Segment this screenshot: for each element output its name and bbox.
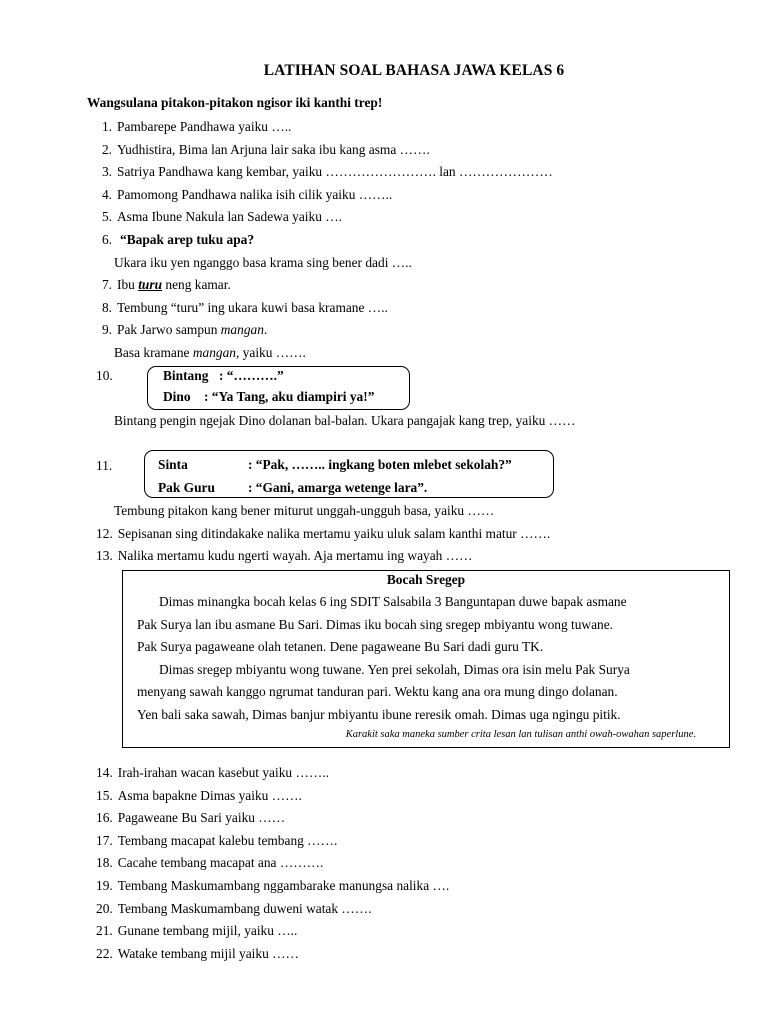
instruction: Wangsulana pitakon-pitakon ngisor iki kanthi trep!	[87, 95, 383, 110]
question-number: 6.	[101, 232, 112, 247]
question-number: 20.	[96, 901, 113, 916]
question-text: Ibu	[117, 277, 139, 292]
question-text: Sepisanan sing ditindakake nalika mertamu yaiku uluk salam kanthi matur …….	[117, 526, 551, 541]
question-number: 16.	[96, 810, 113, 825]
question-text: “Bapak arep tuku apa?	[120, 232, 255, 247]
question-18	[96, 855, 323, 871]
highlighted-word: turu	[138, 277, 163, 292]
question-number: 2.	[101, 142, 112, 157]
question-number: 3.	[101, 164, 112, 179]
question-6	[96, 232, 254, 248]
question-21	[96, 923, 297, 939]
question-13	[96, 548, 473, 564]
page-title: LATIHAN SOAL BAHASA JAWA KELAS 6	[263, 62, 565, 79]
question-9	[96, 322, 267, 338]
passage-line: menyang sawah kanggo ngrumat tanduran pari. Wektu kang ana ora mung dingo dolanan.	[137, 684, 618, 699]
question-11	[96, 458, 117, 474]
question-text: Pagaweane Bu Sari yaiku ……	[117, 810, 286, 825]
continuation-text-end: , yaiku …….	[235, 345, 306, 360]
question-14	[96, 765, 329, 781]
question-12	[96, 526, 550, 542]
question-number: 8.	[101, 300, 112, 315]
question-number: 10.	[96, 368, 113, 383]
dialogue-speaker: Sinta	[158, 457, 188, 472]
question-number: 15.	[96, 788, 113, 803]
passage-line: Yen bali saka sawah, Dimas banjur mbiyantu ibune reresik omah. Dimas uga ngingu pitik.	[137, 707, 621, 722]
question-number: 1.	[101, 119, 112, 134]
question-number: 5.	[101, 209, 112, 224]
question-number: 22.	[96, 946, 113, 961]
question-9-continuation	[114, 345, 306, 361]
question-number: 21.	[96, 923, 113, 938]
question-number: 7.	[101, 277, 112, 292]
question-text: Cacahe tembang macapat ana ……….	[117, 855, 324, 870]
question-text: Pambarepe Pandhawa yaiku …..	[117, 119, 292, 134]
question-text: Pak Jarwo sampun	[117, 322, 221, 337]
dialogue-line: : “……….”	[219, 368, 284, 383]
source-note-text: Karakit saka maneka sumber crita lesan lan tulisan anthi owah-owahan saperlune	[345, 729, 694, 740]
dialogue-speaker: Dino	[163, 389, 191, 404]
question-text: Watake tembang mijil yaiku ……	[117, 946, 299, 961]
question-text: Nalika mertamu kudu ngerti wayah. Aja mertamu ing wayah ……	[117, 548, 473, 563]
dialogue-box-11	[144, 450, 554, 498]
question-number: 13.	[96, 548, 113, 563]
question-text-end: neng kamar.	[162, 277, 231, 292]
italic-word: mangan	[220, 322, 264, 337]
dialogue-line: : “Pak, …….. ingkang boten mlebet sekolah?”	[248, 457, 512, 472]
passage-line: Dimas minangka bocah kelas 6 ing SDIT Salsabila 3 Banguntapan duwe bapak asmane	[159, 594, 627, 609]
source-note-end: .	[693, 729, 696, 740]
question-text: Pamomong Pandhawa nalika isih cilik yaiku ……..	[117, 187, 393, 202]
question-text: Asma bapakne Dimas yaiku …….	[117, 788, 302, 803]
question-text: Asma Ibune Nakula lan Sadewa yaiku ….	[117, 209, 342, 224]
italic-word: mangan	[192, 345, 236, 360]
question-number: 4.	[101, 187, 112, 202]
question-number: 18.	[96, 855, 113, 870]
question-3	[96, 164, 553, 180]
question-number: 9.	[101, 322, 112, 337]
question-10-text: Bintang pengin ngejak Dino dolanan bal-balan. Ukara pangajak kang trep, yaiku ……	[114, 413, 576, 428]
question-10	[96, 368, 118, 384]
question-number: 19.	[96, 878, 113, 893]
dialogue-line: : “Ya Tang, aku diampiri ya!”	[204, 389, 375, 404]
question-11-text: Tembung pitakon kang bener miturut unggah-ungguh basa, yaiku ……	[114, 503, 495, 518]
question-15	[96, 788, 302, 804]
question-text-end: .	[263, 322, 268, 337]
passage-line: Pak Surya pagaweane olah tetanen. Dene pagaweane Bu Sari dadi guru TK.	[137, 639, 544, 654]
question-16	[96, 810, 285, 826]
continuation-text: Basa kramane	[114, 345, 193, 360]
question-6-continuation: Ukara iku yen nganggo basa krama sing bener dadi …..	[114, 255, 412, 270]
question-text: Yudhistira, Bima lan Arjuna lair saka ibu kang asma …….	[117, 142, 430, 157]
question-5	[96, 209, 342, 225]
question-text: Tembang Maskumambang nggambarake manungsa nalika ….	[117, 878, 450, 893]
question-22	[96, 946, 299, 962]
question-number: 11.	[96, 458, 113, 473]
question-number: 14.	[96, 765, 113, 780]
question-7	[96, 277, 231, 293]
question-number: 17.	[96, 833, 113, 848]
question-17	[96, 833, 337, 849]
question-text: Satriya Pandhawa kang kembar, yaiku ……………………. lan …………………	[117, 164, 553, 179]
passage-source-note	[346, 729, 696, 740]
passage-line: Pak Surya lan ibu asmane Bu Sari. Dimas iku bocah sing sregep mbiyantu wong tuwane.	[137, 617, 614, 632]
question-text: Tembung “turu” ing ukara kuwi basa kramane …..	[117, 300, 388, 315]
question-8	[96, 300, 388, 316]
reading-passage	[122, 570, 730, 748]
dialogue-speaker: Bintang	[163, 368, 209, 383]
question-2	[96, 142, 430, 158]
question-number: 12.	[96, 526, 113, 541]
question-4	[96, 187, 392, 203]
dialogue-speaker: Pak Guru	[158, 480, 215, 495]
question-text: Irah-irahan wacan kasebut yaiku ……..	[117, 765, 329, 780]
question-text: Tembang Maskumambang duweni watak …….	[117, 901, 372, 916]
passage-title: Bocah Sregep	[386, 572, 466, 587]
question-text: Tembang macapat kalebu tembang …….	[117, 833, 338, 848]
question-20	[96, 901, 372, 917]
question-text: Gunane tembang mijil, yaiku …..	[117, 923, 298, 938]
question-19	[96, 878, 449, 894]
passage-line: Dimas sregep mbiyantu wong tuwane. Yen prei sekolah, Dimas ora isin melu Pak Surya	[159, 662, 630, 677]
question-1	[96, 119, 291, 135]
dialogue-line: : “Gani, amarga wetenge lara”.	[248, 480, 428, 495]
dialogue-box-10	[147, 366, 410, 410]
